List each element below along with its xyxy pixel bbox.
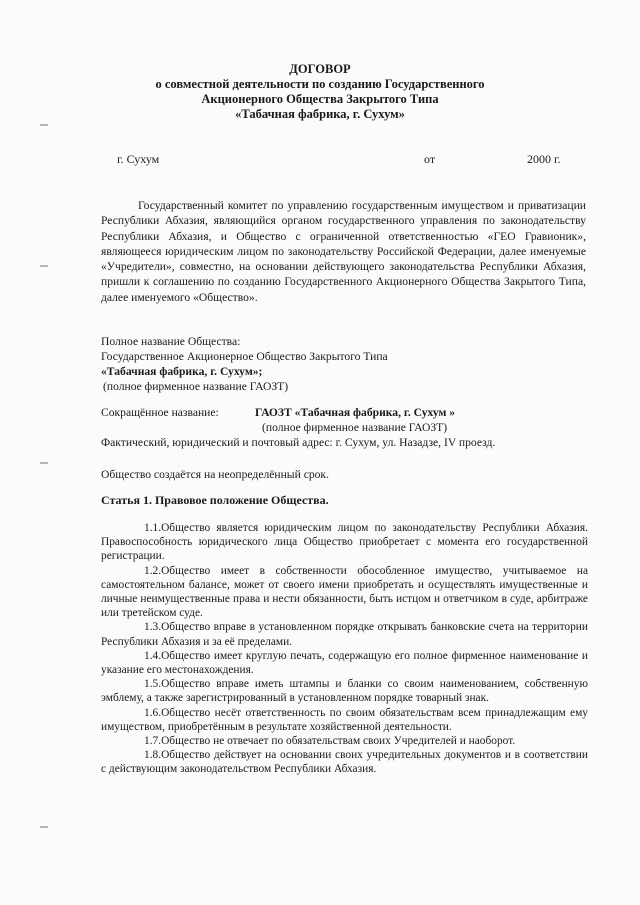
clause-1-4: 1.4.Общество имеет круглую печать, содержащую его полное фирменное наименование и указание его местонахождения. [101, 649, 588, 677]
full-name-line-2: «Табачная фабрика, г. Сухум»; [101, 365, 263, 378]
scan-mark [40, 265, 48, 267]
term: Общество создаётся на неопределённый срок. [101, 468, 329, 481]
title-line-2: о совместной деятельности по созданию Государственного [155, 77, 485, 91]
full-name-label: Полное название Общества: [101, 335, 241, 348]
article-1-heading: Статья 1. Правовое положение Общества. [101, 493, 329, 507]
short-name-label: Сокращённое название: [101, 406, 219, 419]
full-name-line-1: Государственное Акционерное Общество Закрытого Типа [101, 350, 388, 363]
short-name-note: (полное фирменное название ГАОЗТ) [262, 421, 448, 434]
year: 2000 г. [527, 152, 561, 166]
clause-1-1: 1.1.Общество является юридическим лицом по законодательству Республики Абхазия. Правоспособность юридического лица Общество приобретает с момента его государственной регистрации. [101, 522, 588, 563]
article-1-body [101, 521, 588, 777]
date-from-label: от [424, 152, 436, 166]
short-name-value: ГАОЗТ «Табачная фабрика, г. Сухум » [255, 406, 456, 419]
scan-mark [40, 826, 48, 828]
address: Фактический, юридический и почтовый адрес: г. Сухум, ул. Назадзе, IV проезд. [101, 436, 496, 449]
scan-mark [40, 462, 48, 464]
clause-1-5: 1.5.Общество вправе иметь штампы и бланки со своим наименованием, собственную эмблему, а также зарегистрированный в установленном порядке товарный знак. [101, 678, 588, 705]
city: г. Сухум [117, 152, 160, 166]
clause-1-6: 1.6.Общество несёт ответственность по своим обязательствам всем принадлежащим ему имуществом, приобретённым в результате хозяйственной деятельности. [101, 706, 588, 733]
clause-1-3: 1.3.Общество вправе в установленном порядке открывать банковские счета на территории Республики Абхазия и за её пределами. [101, 621, 588, 648]
clause-1-8: 1.8.Общество действует на основании своих учредительных документов и в соответствии с действующим законодательством Республики Абхазия. [101, 749, 588, 776]
full-name-note: (полное фирменное название ГАОЗТ) [103, 380, 289, 393]
clause-1-2: 1.2.Общество имеет в собственности обособленное имущество, учитываемое на самостоятельном балансе, может от своего имени приобретать и осуществлять имущественные и личные неимущественные права и нести обязанности, быть истцом и ответчиком в суде, арбитраже или третейском суде. [101, 564, 588, 620]
title-line-3: Акционерного Общества Закрытого Типа [201, 92, 439, 106]
title-line-4: «Табачная фабрика, г. Сухум» [235, 107, 405, 121]
intro-paragraph: Государственный комитет по управлению государственным имуществом и приватизации Республики Абхазия, являющийся органом государственного управления по законодательству Республики Абхазия, и Общество с ограниченной ответственностью «ГЕО Гравионик», являющееся юридическим лицом по законодательству Российской Федерации, далее именуемые «Учредители», совместно, на основании действующего законодательства Республики Абхазия, пришли к соглашению по созданию Государственного Акционерного Общества Закрытого Типа, далее именуемого «Общество». [101, 199, 586, 304]
scan-mark [40, 124, 48, 126]
clause-1-7: 1.7.Общество не отвечает по обязательствам своих Учредителей и наоборот. [144, 735, 516, 748]
title-line-1: ДОГОВОР [289, 62, 351, 76]
document-title [0, 62, 640, 122]
